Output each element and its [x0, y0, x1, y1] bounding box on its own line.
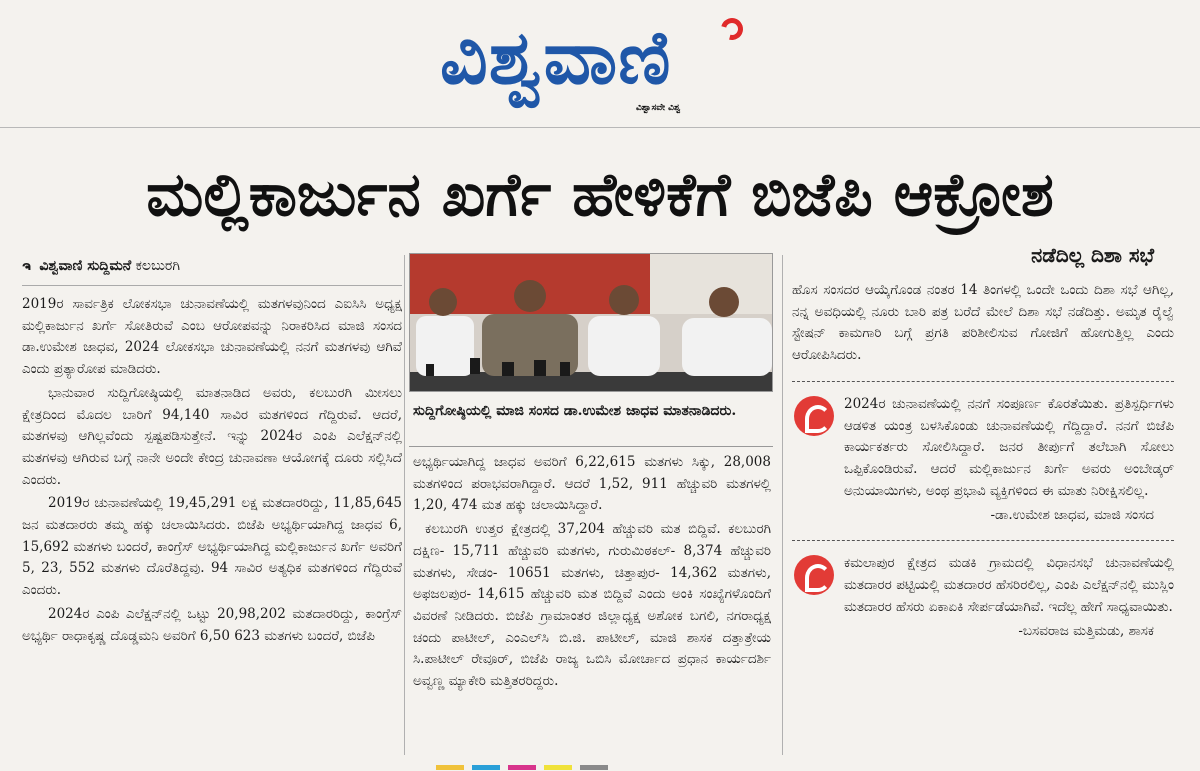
quote-box [792, 553, 1174, 618]
headline: ಮಲ್ಲಿಕಾರ್ಜುನ ಖರ್ಗೆ ಹೇಳಿಕೆಗೆ ಬಿಜೆಪಿ ಆಕ್ರೋಶ [146, 160, 1054, 230]
article-middle-column [413, 452, 771, 695]
sub-headline: ನಡೆದಿಲ್ಲ ದಿಶಾ ಸಭೆ [1031, 243, 1154, 267]
color-swatch [580, 765, 608, 770]
logo-tagline: ವಿಶ್ವಾಸವೇ ವಿಶ್ವ [636, 103, 681, 113]
logo-text: ವಿಶ್ವವಾಣಿ [440, 15, 672, 101]
quote-box [792, 394, 1174, 503]
masthead [0, 0, 1200, 128]
paragraph: 2019ರ ಸಾರ್ವತ್ರಿಕ ಲೋಕಸಭಾ ಚುನಾವಣೆಯಲ್ಲಿ ಮತಗಳವುನಿಂದ ಎಐಸಿಸಿ ಅಧ್ಯಕ್ಷ ಮಲ್ಲಿಕಾರ್ಜುನ ಖರ್ಗೆ ಸೋತಿರುವೆ ಎಂಬ ಆರೋಪವನ್ನು ನಿರಾಕರಿಸಿದ ಮಾಜಿ ಸಂಸದ ಡಾ.ಉಮೇಶ ಜಾಧವ, 2024 ಲೋಕಸಭಾ ಚುನಾವಣೆಯಲ್ಲಿ ನನಗೆ ಮತಗಳವು ಆಗಿವೆ ಎಂದು ಪ್ರತ್ಯಾರೋಪ ಮಾಡಿದರು. [22, 296, 402, 378]
dashed-divider [792, 540, 1174, 541]
quote-text: ಕಮಲಾಪುರ ಕ್ಷೇತ್ರದ ಮಡಕಿ ಗ್ರಾಮದಲ್ಲಿ ವಿಧಾನಸಭೆ ಚುನಾವಣೆಯಲ್ಲಿ ಮತದಾರರ ಪಟ್ಟಿಯಲ್ಲಿ ಮತದಾರರ ಹೆಸರಿರಲಿಲ್ಲ, ಎಂಪಿ ಎಲೆಕ್ಷನ್‌ನಲ್ಲಿ ಮುಸ್ಲಿಂ ಮತದಾರರ ಹೆಸರು ಏಕಾಏಕಿ ಸೇರ್ಪಡೆಯಾಗಿವೆ. ಇದೆಲ್ಲ ಹೇಗೆ ಸಾಧ್ಯವಾಯಿತು. [844, 555, 1174, 615]
quote-credit: -ಡಾ.ಉಮೇಶ ಜಾಧವ, ಮಾಜಿ ಸಂಸದ [990, 507, 1154, 524]
color-swatch [472, 765, 500, 770]
article-left-column [22, 255, 402, 649]
paragraph: 2024ರ ಎಂಪಿ ಎಲೆಕ್ಷನ್‌ನಲ್ಲಿ ಒಟ್ಟು 20,98,202 ಮತದಾರರಿದ್ದು, ಕಾಂಗ್ರೆಸ್ ಅಭ್ಯರ್ಥಿ ರಾಧಾಕೃಷ್ಣ ದೊಡ್ಡಮನಿ ಅವರಿಗೆ 6,50 623 ಮತಗಳು ಬಂದರೆ, ಬಿಜೆಪಿ [22, 605, 402, 644]
quote-icon [794, 555, 834, 595]
byline-rule [22, 285, 402, 286]
article-right-column [792, 238, 1174, 642]
photo-caption: ಸುದ್ದಿಗೋಷ್ಠಿಯಲ್ಲಿ ಮಾಜಿ ಸಂಸದ ಡಾ.ಉಮೇಶ ಜಾಧವ ಮಾತನಾಡಿದರು. [413, 403, 737, 419]
rss-icon: ຈ [22, 259, 31, 273]
news-photo-block [409, 253, 773, 422]
press-conference-image [410, 254, 773, 392]
color-swatch [544, 765, 572, 770]
press-conference-photo[interactable] [409, 253, 773, 392]
paragraph: ಭಾನುವಾರ ಸುದ್ದಿಗೋಷ್ಠಿಯಲ್ಲಿ ಮಾತನಾಡಿದ ಅವರು, ಕಲಬುರಗಿ ಮೀಸಲು ಕ್ಷೇತ್ರದಿಂದ ಮೊದಲ ಬಾರಿಗೆ 94,140 ಸಾವಿರ ಮತಗಳಿಂದ ಗೆದ್ದಿರುವೆ. ಆದರೆ, ಮತಗಳವು ಆಗಿಲ್ಲವೆಂದು ಸ್ಪಷ್ಟಪಡಿಸುತ್ತೇನೆ. ಇನ್ನು 2024ರ ಎಂಪಿ ಎಲೆಕ್ಷನ್‌ನಲ್ಲಿ ಮತಗಳವು ಆಗಿರುವ ಬಗ್ಗೆ ನಾನೇ ಅಂದೇ ಕೇಂದ್ರ ಚುನಾವಣಾ ಆಯೋಗಕ್ಕೆ ದೂರು ಸಲ್ಲಿಸಿದೆ ಎಂದರು. [22, 384, 402, 488]
quote-icon [794, 396, 834, 436]
byline-brand: ವಿಶ್ವವಾಣಿ ಸುದ್ದಿಮನೆ [39, 258, 132, 274]
paragraph: 2019ರ ಚುನಾವಣೆಯಲ್ಲಿ 19,45,291 ಲಕ್ಷ ಮತದಾರರಿದ್ದು, 11,85,645 ಜನ ಮತದಾರರು ತಮ್ಮ ಹಕ್ಕು ಚಲಾಯಿಸಿದರು. ಬಿಜೆಪಿ ಅಭ್ಯರ್ಥಿಯಾಗಿದ್ದ ಜಾಧವ 6, 15,692 ಮತಗಳು ಬಂದರೆ, ಕಾಂಗ್ರೆಸ್ ಅಭ್ಯರ್ಥಿಯಾಗಿದ್ದ ಮಲ್ಲಿಕಾರ್ಜುನ ಖರ್ಗೆ ಅವರಿಗೆ 5, 23, 552 ಮತಗಳು ದೊರೆತಿದ್ದವು. 94 ಸಾವಿರ ಅತ್ಯಧಿಕ ಮತಗಳಿಂದ ಗೆದ್ದಿರುವೆ ಎಂದರು. [22, 495, 402, 599]
paragraph: ಕಲಬುರಗಿ ಉತ್ತರ ಕ್ಷೇತ್ರದಲ್ಲಿ 37,204 ಹೆಚ್ಚುವರಿ ಮತ ಬಿದ್ದಿವೆ. ಕಲಬುರಗಿ ದಕ್ಷಿಣ- 15,711 ಹೆಚ್ಚುವರಿ ಮತಗಳು, ಗುರುಮಿಠಕಲ್- 8,374 ಹೆಚ್ಚುವರಿ ಮತಗಳು, ಸೇಡಂ- 10651 ಮತಗಳು, ಚಿತ್ತಾಪುರ- 14,362 ಮತಗಳು, ಅಫಜಲಪುರ- 14,615 ಹೆಚ್ಚುವರಿ ಮತ ಬಿದ್ದಿವೆ ಎಂದು ಅಂಕಿ ಸಂಖ್ಯೆಗಳೊಂದಿಗೆ ವಿವರಣೆ ನೀಡಿದರು. ಬಿಜೆಪಿ ಗ್ರಾಮಾಂತರ ಜಿಲ್ಲಾಧ್ಯಕ್ಷ ಅಶೋಕ ಬಗಲಿ, ನಗರಾಧ್ಯಕ್ಷ ಚಂದು ಪಾಟೀಲ್, ಎಂಎಲ್‌ಸಿ ಬಿ.ಜಿ. ಪಾಟೀಲ್, ಮಾಜಿ ಶಾಸಕ ದತ್ತಾತ್ರೇಯ ಸಿ.ಪಾಟೀಲ್ ರೇವೂರ್, ಬಿಜೆಪಿ ರಾಜ್ಯ ಒಬಿಸಿ ಮೋರ್ಚಾದ ಪ್ರಧಾನ ಕಾರ್ಯದರ್ಶಿ ಅವ್ವಣ್ಣ ಮ್ಯಾಕೇರಿ ಮತ್ತಿತರರಿದ್ದರು. [413, 521, 771, 690]
dashed-divider [792, 381, 1174, 382]
logo-dot-icon [717, 14, 747, 44]
footer-color-strip [0, 762, 1200, 771]
color-swatch [508, 765, 536, 770]
color-swatch [436, 765, 464, 770]
paragraph: ಹೊಸ ಸಂಸದರ ಆಯ್ಕೆಗೊಂಡ ನಂತರ 14 ತಿಂಗಳಲ್ಲಿ ಒಂದೇ ಒಂದು ದಿಶಾ ಸಭೆ ಆಗಿಲ್ಲ, ನನ್ನ ಅವಧಿಯಲ್ಲಿ ನೂರು ಬಾರಿ ಪತ್ರ ಬರೆದೆ ಮೇಲೆ ದಿಶಾ ಸಭೆ ನಡೆದಿತ್ತು. ಅಮೃತ ರೈಲ್ವೆ ಸ್ಟೇಷನ್ ಕಾಮಗಾರಿ ಬಗ್ಗೆ ಪ್ರಗತಿ ಪರಿಶೀಲಿಸುವ ಗೋಜಿಗೆ ಹೋಗುತ್ತಿಲ್ಲ ಎಂದು ಆರೋಪಿಸಿದರು. [792, 282, 1174, 364]
quote-credit: -ಬಸವರಾಜ ಮತ್ತಿಮಡು, ಶಾಸಕ [1018, 623, 1154, 640]
quote-text: 2024ರ ಚುನಾವಣೆಯಲ್ಲಿ ನನಗೆ ಸಂಪೂರ್ಣ ಕೊರತೆಯಿತು. ಪ್ರತಿಸ್ಪರ್ಧಿಗಳು ಆಡಳಿತ ಯಂತ್ರ ಬಳಸಿಕೊಂಡು ಚುನಾವಣೆಯಲ್ಲಿ ಗೆದ್ದಿದ್ದಾರೆ. ನನಗೆ ಬಿಜೆಪಿ ಕಾರ್ಯಕರ್ತರು ಸೋಲಿಸಿದ್ದಾರೆ. ಜನರ ತೀರ್ಪುಗೆ ತಲೆಬಾಗಿ ಸೋಲು ಒಪ್ಪಿಕೊಂಡಿರುವೆ. ಆದರೆ ಮಲ್ಲಿಕಾರ್ಜುನ ಖರ್ಗೆ ಅವರು ಅಂಬೇಡ್ಕರ್ ಅನುಯಾಯಿಗಳು, ಅಂಥ ಪ್ರಭಾವಿ ವ್ಯಕ್ತಿಗಳಿಂದ ಈ ಮಾತು ನಿರೀಕ್ಷಿಸಲಿಲ್ಲ. [844, 395, 1174, 499]
newspaper-logo[interactable] [440, 10, 770, 118]
paragraph: ಅಭ್ಯರ್ಥಿಯಾಗಿದ್ದ ಜಾಧವ ಅವರಿಗೆ 6,22,615 ಮತಗಳು ಸಿಕ್ಕು, 28,008 ಮತಗಳಿಂದ ಪರಾಭವರಾಗಿದ್ದಾರೆ. ಆದರೆ 1,52, 911 ಹೆಚ್ಚುವರಿ ಮತಗಳಲ್ಲಿ 1,20, 474 ಮತ ಹಕ್ಕು ಚಲಾಯಿಸಿದ್ದಾರೆ. [413, 454, 771, 514]
column-divider [404, 255, 405, 755]
caption-rule [409, 446, 773, 447]
column-divider [782, 255, 783, 755]
byline [22, 255, 402, 285]
byline-place: ಕಲಬುರಗಿ [135, 258, 180, 274]
